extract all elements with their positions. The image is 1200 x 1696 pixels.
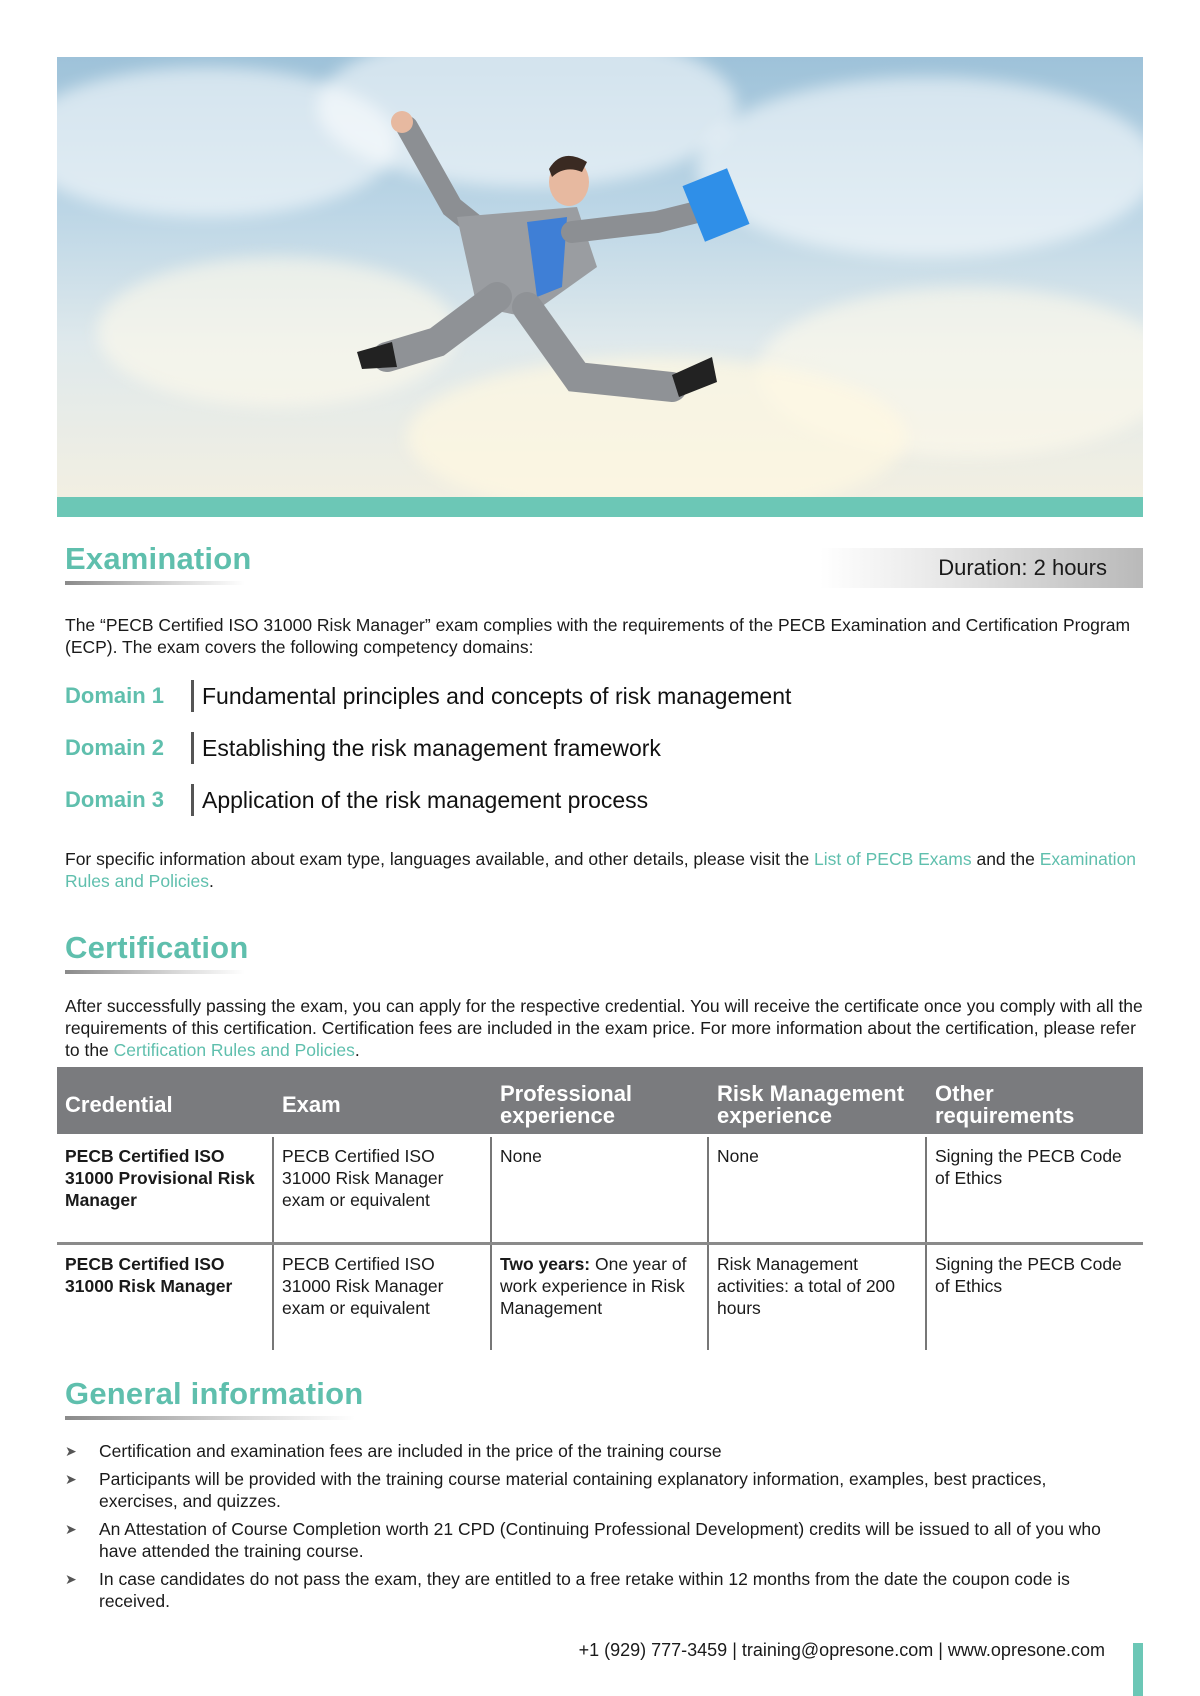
footer-contact: +1 (929) 777-3459 | training@opresone.com | www.opresone.com — [578, 1640, 1105, 1660]
certification-text — [65, 995, 1145, 1061]
list-of-pecb-exams-link[interactable]: List of PECB Exams — [814, 849, 972, 869]
certification-text-pre: After successfully passing the exam, you can apply for the respective credential. You will receive the certificate once you comply with all the requirements of this certification. Certification fees are included in the exam price. For more information about the certification, please refer to the — [65, 996, 1143, 1060]
table-cell-other: Signing the PECB Code of Ethics — [935, 1146, 1122, 1188]
duration-badge: Duration: 2 hours — [820, 548, 1143, 588]
table-cell-exam: PECB Certified ISO 31000 Risk Manager exam or equivalent — [274, 1137, 492, 1242]
table-header-cell: Other requirements — [935, 1080, 1075, 1128]
hero-accent-bar — [57, 497, 1143, 517]
general-info-list — [65, 1440, 1125, 1618]
domain-text: Application of the risk management process — [202, 786, 649, 813]
domain-text: Establishing the risk management framework — [202, 734, 661, 761]
table-row — [57, 1245, 1143, 1350]
arrowhead-bullet-icon: ➤ — [65, 1443, 77, 1459]
exam-more-info — [65, 848, 1145, 892]
certification-heading: Certification — [65, 930, 249, 965]
arrowhead-bullet-icon: ➤ — [65, 1471, 77, 1487]
domain-row-1 — [65, 679, 791, 713]
table-cell-exam: PECB Certified ISO 31000 Risk Manager exam or equivalent — [274, 1245, 492, 1350]
table-cell-professional-text: None — [500, 1146, 542, 1166]
list-item-text: Participants will be provided with the training course material containing explanatory information, examples, best practices, exercises, and quizzes. — [99, 1469, 1047, 1511]
table-header-cell: Exam — [282, 1091, 341, 1117]
examination-heading-underline — [65, 581, 245, 585]
list-item-text: Certification and examination fees are included in the price of the training course — [99, 1441, 722, 1461]
certification-text-post: . — [354, 1040, 360, 1060]
certification-heading-underline — [65, 970, 245, 974]
examination-rules-link[interactable]: Examination Rules and Policies — [65, 849, 1137, 891]
list-item-text: In case candidates do not pass the exam, they are entitled to a free retake within 12 months from the date the coupon code is received. — [99, 1569, 1070, 1611]
jumping-businessman-illustration — [57, 57, 1143, 497]
arrowhead-bullet-icon: ➤ — [65, 1571, 77, 1587]
list-item — [65, 1468, 1125, 1512]
certification-rules-link[interactable]: Certification Rules and Policies — [113, 1040, 355, 1060]
domain-label: Domain 3 — [65, 787, 165, 812]
domain-separator — [191, 732, 194, 764]
list-item-text: An Attestation of Course Completion worth 21 CPD (Continuing Professional Development) credits will be issued to all of you who have attended the training course. — [99, 1519, 1101, 1561]
domain-row-3 — [65, 783, 648, 817]
list-item — [65, 1518, 1125, 1562]
table-header-cell: Professional experience — [500, 1080, 633, 1128]
hero-image — [57, 57, 1143, 497]
table-cell-risk: Risk Management activities: a total of 200 hours — [709, 1245, 927, 1350]
examination-intro: The “PECB Certified ISO 31000 Risk Manager” exam complies with the requirements of the PECB Examination and Certification Program (ECP). The exam covers the following competency domains: — [65, 615, 1131, 657]
list-item — [65, 1440, 1125, 1462]
exam-more-info-post: . — [208, 871, 214, 891]
table-cell-other: Signing the PECB Code of Ethics — [935, 1254, 1122, 1296]
domain-separator — [191, 784, 194, 816]
table-cell-professional-text: One year of work experience in Risk Management — [500, 1254, 687, 1318]
table-cell-professional — [492, 1137, 709, 1242]
domain-separator — [191, 680, 194, 712]
table-cell-credential: PECB Certified ISO 31000 Risk Manager — [57, 1245, 274, 1350]
exam-more-info-pre: For specific information about exam type, languages available, and other details, please visit the — [65, 849, 815, 869]
exam-more-info-mid: and the — [971, 849, 1040, 869]
table-cell-risk: None — [709, 1137, 927, 1242]
table-header-cell: Risk Management experience — [717, 1080, 905, 1128]
table-row — [57, 1134, 1143, 1242]
footer-accent-bar — [1133, 1643, 1143, 1696]
examination-heading: Examination — [65, 541, 252, 576]
domain-label: Domain 1 — [65, 683, 165, 708]
domain-row-2 — [65, 731, 661, 765]
table-header-row — [57, 1067, 1143, 1134]
certification-table — [57, 1067, 1143, 1350]
domain-label: Domain 2 — [65, 735, 165, 760]
table-header-cell: Credential — [65, 1091, 173, 1117]
table-cell-professional — [492, 1245, 709, 1350]
list-item — [65, 1568, 1125, 1612]
general-info-heading-underline — [65, 1416, 355, 1420]
table-cell-professional-bold: Two years: — [500, 1254, 591, 1274]
domain-text: Fundamental principles and concepts of risk management — [202, 682, 792, 709]
table-cell-credential: PECB Certified ISO 31000 Provisional Risk Manager — [57, 1137, 274, 1242]
general-info-heading: General information — [65, 1376, 364, 1411]
arrowhead-bullet-icon: ➤ — [65, 1521, 77, 1537]
